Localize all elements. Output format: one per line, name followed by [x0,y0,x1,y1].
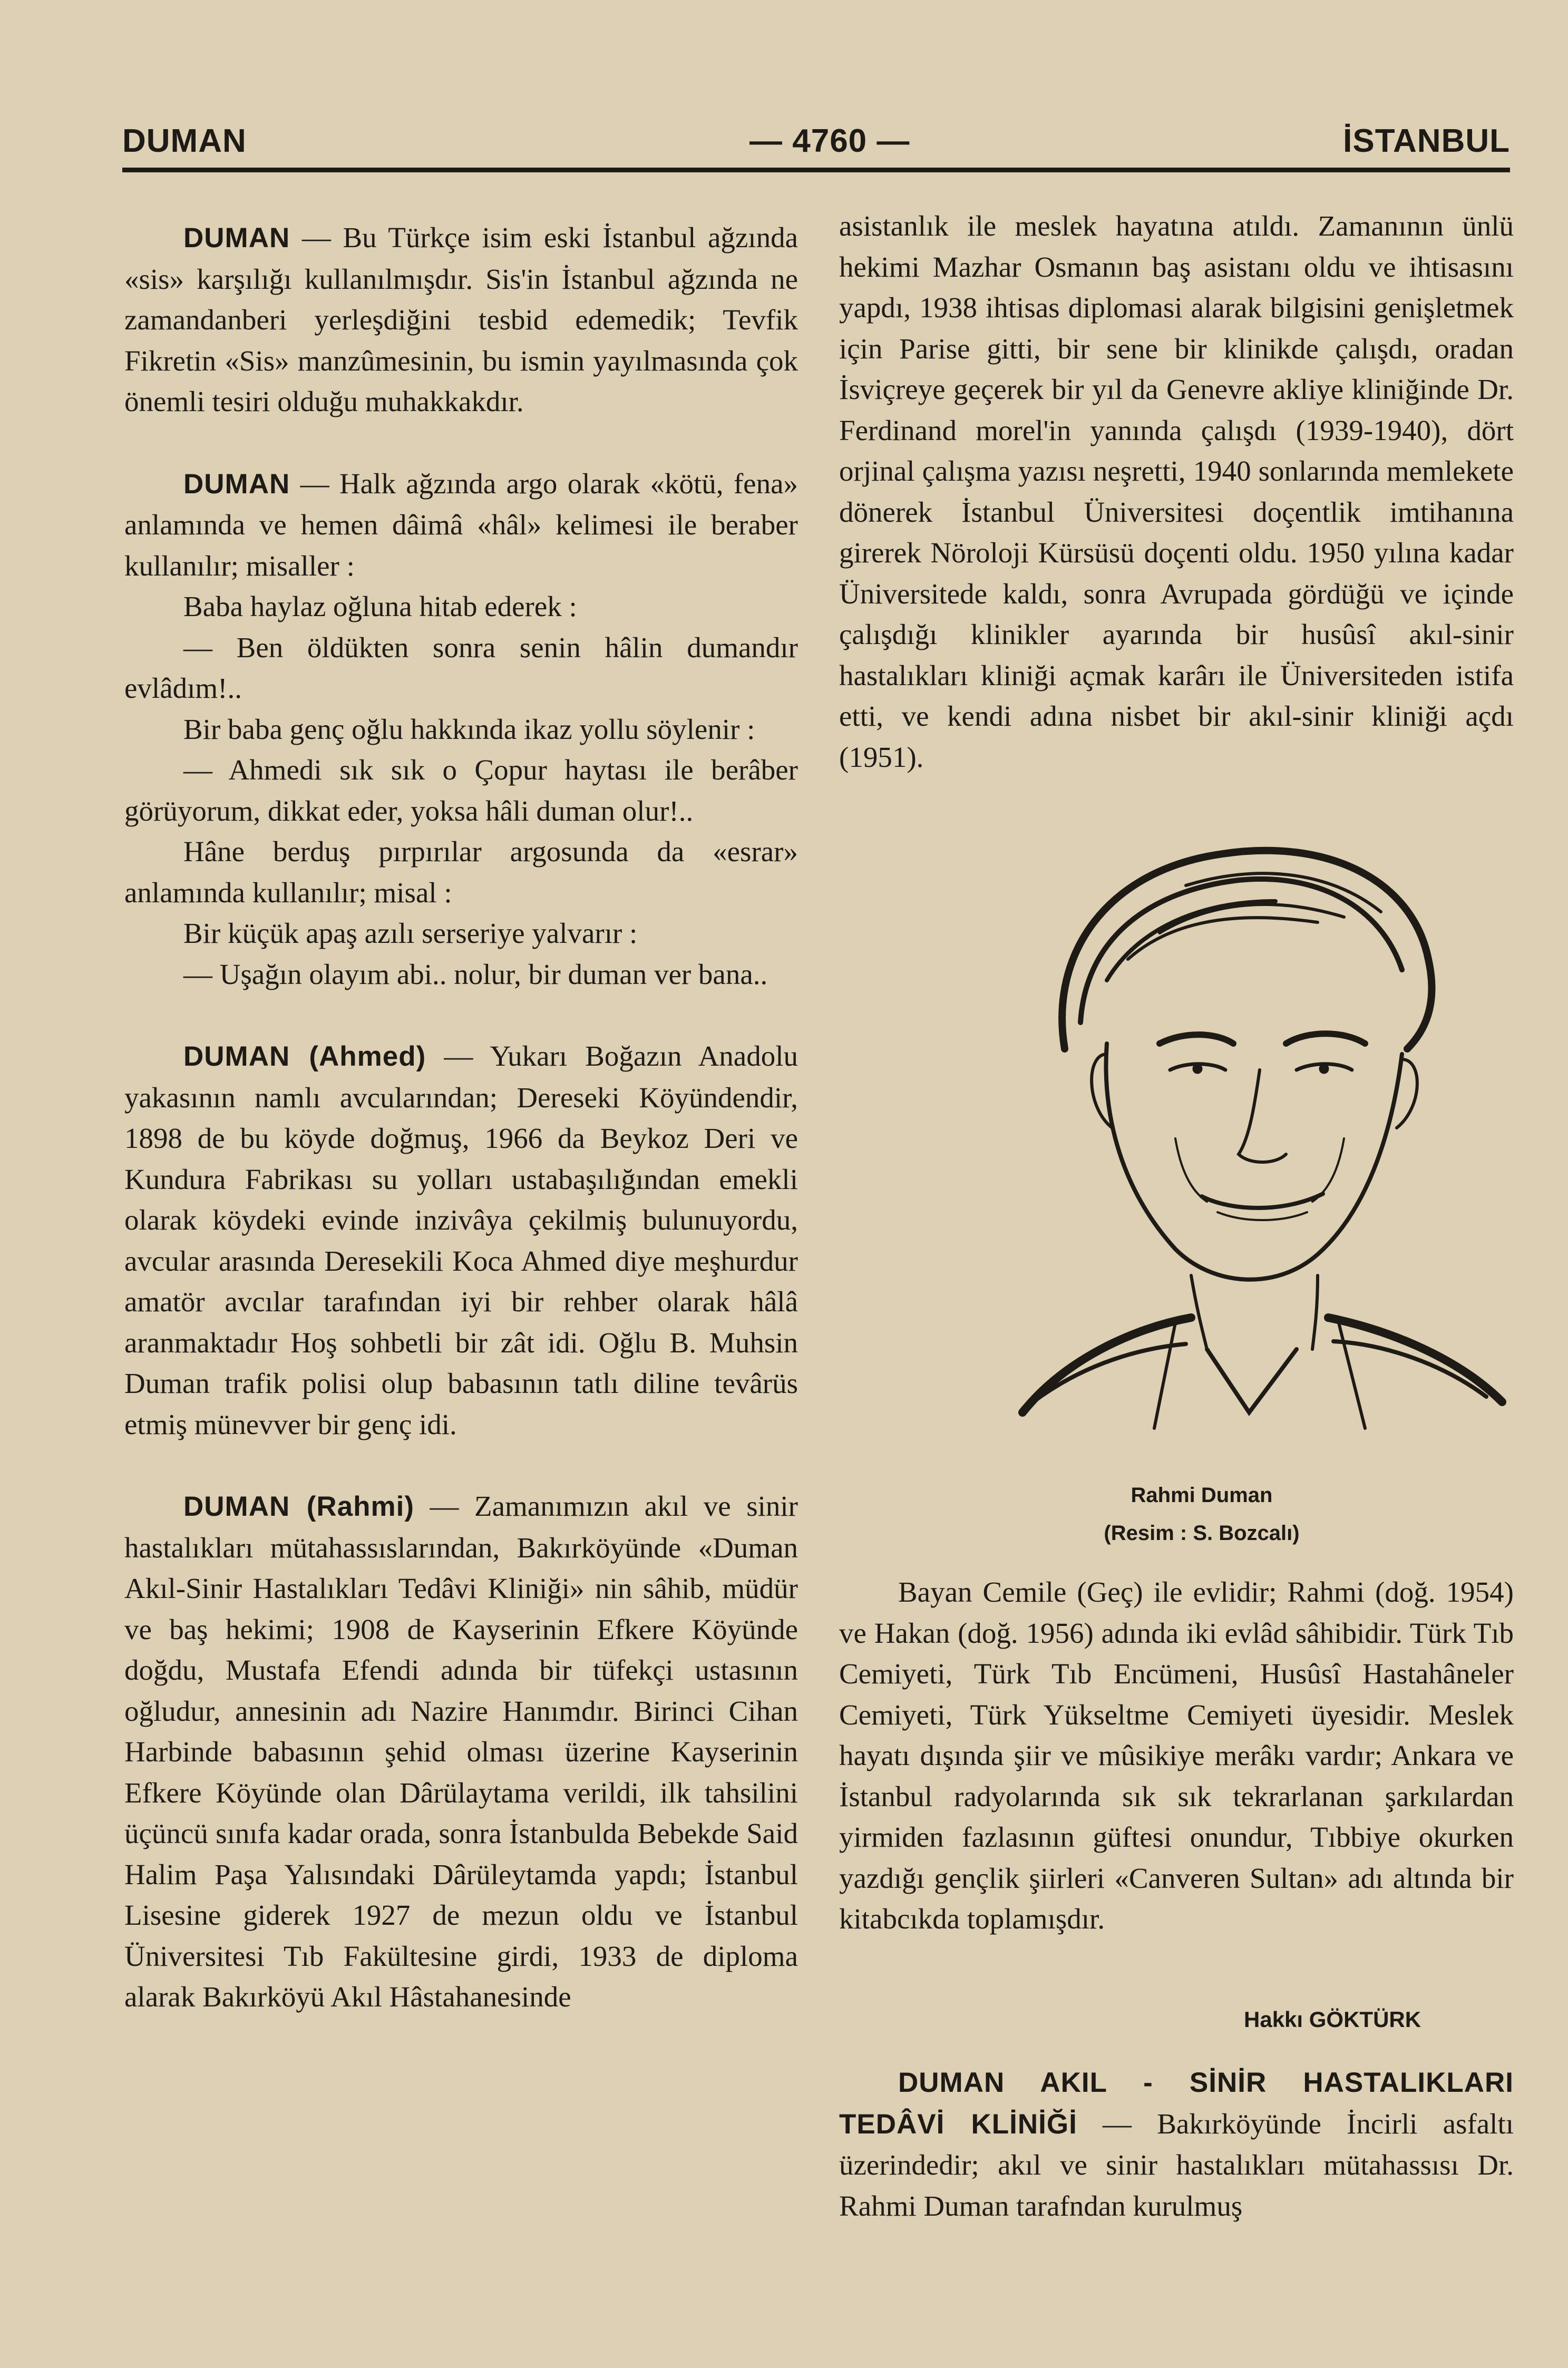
header-rule [122,168,1510,172]
running-header [122,122,1510,164]
entry-text: — Yukarı Boğazın Anadolu yakasının namlı avcularından; Dereseki Köyündendir, 1898 de bu köyde doğmuş, 1966 da Beykoz Deri ve Kundura Fabrikası su yolları ustabaşılığından emekli olarak köydeki evinde inzivâya çekilmiş bulunuyordu, avcular arasında Deresekili Koca Ahmed diye meşhurdur amatör avcılar tarafından iyi bir rehber olarak hâlâ aranmaktadır Hoş sohbetli bir zât idi. Oğlu B. Muhsin Duman trafik polisi olup babasının tatlı diline tevârüs etmiş münevver bir genç idi. [124,1040,798,1440]
entry-duman-argo [124,463,798,587]
entry-duman-klinigi [839,2062,1514,2226]
entry-heading: DUMAN (Ahmed) [183,1041,426,1072]
author-signature: Hakkı GÖKTÜRK [1244,2007,1421,2032]
right-column-middle [839,1572,1514,1940]
entry-text: — Zamanımızın akıl ve sinir hastalıkları mütahassıslarından, Bakırköyünde «Duman Akıl-Sinir Hastalıkları Tedâvi Kliniği» nin sâhib, müdür ve baş hekimi; 1908 de Kayserinin Efkere Köyünde doğdu, Mustafa Efendi adında bir tüfekçi ustasının oğludur, annesinin adı Nazire Hanımdır. Birinci Cihan Harbinde babasının şehid olması üzerine Kayserinin Efkere Köyünde olan Dârülaytama verildi, ilk tahsilini üçüncü sınıfa kadar orada, sonra İstanbulda Bebekde Said Halim Paşa Yalısındaki Dârüleytamda yapdı; İstanbul Lisesine giderek 1927 de mezun oldu ve İstanbul Üniversitesi Tıb Fakültesine girdi, 1933 de diploma alarak Bakırköyü Akıl Hâstahanesinde [124,1490,798,2013]
header-left-title: DUMAN [122,123,247,159]
example-line: Hâne berduş pırpırılar argosunda da «esrar» anlamında kullanılır; misal : [124,835,798,909]
entry-duman-rahmi [124,1486,798,2018]
entry-heading: DUMAN [183,468,290,500]
entry-duman-ahmed [124,1036,798,1445]
entry-text: — Halk ağzında argo olarak «kötü, fena» anlamında ve hemen dâimâ «hâl» kelimesi ile beraber kullanılır; misaller : [124,467,798,582]
right-column-top [839,206,1514,777]
example-line: Baba haylaz oğluna hitab ederek : [183,590,577,622]
right-column-bottom [839,2062,1514,2226]
entry-text: — Bu Türkçe isim eski İstanbul ağzında «sis» karşılığı kullanılmışdır. Sis'in İstanbul ağzında ne zamandanberi yerleşdiğini tesbid edemedik; Tevfik Fikretin «Sis» manzûmesinin, bu ismin yayılmasında çok önemli tesiri olduğu muhakkakdır. [124,221,798,417]
entry-heading: DUMAN [183,222,290,254]
entry-duman-rahmi-cont: asistanlık ile meslek hayatına atıldı. Zamanının ünlü hekimi Mazhar Osmanın baş asistanı oldu ve ihtisasını yapdı, 1938 ihtisas diplomasi alarak bilgisini genişletmek için Parise gitti, bir sene bir klinikde çalışdı, oradan İsviçreye geçerek bir yıl da Genevre akliye kliniğinde Dr. Ferdinand morel'in yanında çalışdı (1939-1940), dört orjinal çalışma yazısı neşretti, 1940 sonlarında memlekete dönerek İstanbul Üniversitesi doçentlik imtihanına girerek Nöroloji Kürsüsü doçenti oldu. 1950 yılına kadar Üniversitede kaldı, sonra Avrupada gördüğü ve içinde çalışdığı klinikler ayarında bir husûsî akıl-sinir hastalıkları kliniği açmak karârı ile Üniversiteden istifa etti, ve kendi adına nisbet bir akıl-sinir kliniği açdı (1951). [839,210,1514,773]
example-line: — Ahmedi sık sık o Çopur haytası ile berâber görüyorum, dikkat eder, yoksa hâli duman olur!.. [124,754,798,827]
example-line: — Ben öldükten sonra senin hâlin dumandır evlâdım!.. [124,631,798,704]
entry-heading: DUMAN (Rahmi) [183,1491,415,1522]
example-line: Bir baba genç oğlu hakkında ikaz yollu söylenir : [183,713,755,745]
example-line: — Uşağın olayım abi.. nolur, bir duman ver bana.. [183,958,768,990]
page-number: — 4760 — [749,123,910,159]
entry-text: — Bakırköyünde İncirli asfaltı üzerindedir; akıl ve sinir hastalıkları mütahassısı Dr. Rahmi Duman tarafndan kurulmuş [839,2107,1514,2222]
left-column [124,217,798,2018]
example-line: Bir küçük apaş azılı serseriye yalvarır : [183,917,638,949]
entry-duman-rahmi-family: Bayan Cemile (Geç) ile evlidir; Rahmi (doğ. 1954) ve Hakan (doğ. 1956) adında iki evlâd sâhibidir. Türk Tıb Cemiyeti, Türk Tıb Encümeni, Husûsî Hastahâneler Cemiyeti, Türk Yükseltme Cemiyeti üyesidir. Meslek hayatı dışında şiir ve mûsikiye merâkı vardır; Ankara ve İstanbul radyolarında sık sık tekrarlanan şarkılardan yirmiden fazlasının güftesi onundur, Tıbbiye okurken yazdığı gençlik şiirleri «Canveren Sultan» adı altında bir kitabcıkda toplamışdır. [839,1576,1514,1935]
portrait-caption-credit: (Resim : S. Bozcalı) [1104,1522,1300,1545]
portrait-illustration [1001,822,1518,1444]
entry-duman-sis [124,217,798,422]
portrait-caption-name: Rahmi Duman [1131,1484,1273,1507]
header-right-title: İSTANBUL [1343,123,1510,159]
entry-heading: DUMAN AKIL - SİNİR HASTALIKLARI TEDÂVİ KLİNİĞİ [839,2067,1514,2140]
